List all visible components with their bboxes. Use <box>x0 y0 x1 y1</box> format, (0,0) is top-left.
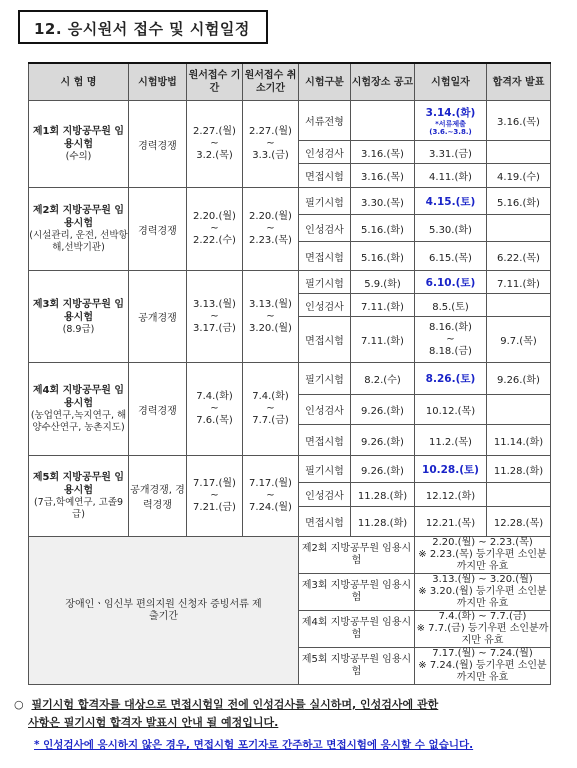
exam-type: 서류전형 <box>299 101 351 141</box>
result-date: 3.16.(목) <box>487 101 551 141</box>
apply-start: 7.4.(화) <box>196 391 233 402</box>
exam-date: 3.31.(금) <box>415 141 487 164</box>
header-type: 시험구분 <box>299 63 351 101</box>
accommodation-period <box>415 574 551 611</box>
header-result: 합격자 발표 <box>487 63 551 101</box>
method-cell: 공개경쟁, 경력경쟁 <box>129 456 187 537</box>
table-row <box>29 537 551 574</box>
cancel-period <box>243 101 299 188</box>
header-apply: 원서접수 기 간 <box>187 63 243 101</box>
exam-type: 면접시험 <box>299 507 351 537</box>
header-notice: 시험장소 공고 <box>351 63 415 101</box>
notice-date <box>351 101 415 141</box>
exam-date: 8.5.(토) <box>415 294 487 317</box>
exam-name: 제3회 지방공무원 임용시험 <box>32 298 125 323</box>
tilde: ~ <box>266 223 275 234</box>
notice-date: 11.28.(화) <box>351 483 415 507</box>
tilde: ~ <box>266 138 275 149</box>
notice-date: 5.9.(화) <box>351 271 415 294</box>
result-date <box>487 141 551 164</box>
header-method: 시험방법 <box>129 63 187 101</box>
exam-date: 10.12.(목) <box>415 395 487 425</box>
table-row <box>29 271 551 294</box>
exam-date: 11.2.(목) <box>415 425 487 456</box>
notes <box>14 696 559 754</box>
accommodation-period <box>415 611 551 648</box>
exam-type: 면접시험 <box>299 242 351 271</box>
result-date: 12.28.(목) <box>487 507 551 537</box>
apply-start: 2.20.(월) <box>193 211 236 222</box>
tilde: ~ <box>446 333 455 345</box>
apply-period <box>187 456 243 537</box>
tilde: ~ <box>210 403 219 414</box>
notice-date: 3.30.(목) <box>351 188 415 215</box>
note-line-2 <box>14 714 559 732</box>
apply-period <box>187 271 243 363</box>
accommodation-label: 장애인ㆍ임신부 편의지원 신청자 증빙서류 제출기간 <box>29 537 299 685</box>
method-cell: 경력경쟁 <box>129 188 187 271</box>
exam-type: 필기시험 <box>299 456 351 483</box>
notice-date: 5.16.(화) <box>351 242 415 271</box>
notice-date: 5.16.(화) <box>351 215 415 242</box>
apply-start: 7.17.(월) <box>193 478 236 489</box>
exam-type: 인성검사 <box>299 294 351 317</box>
notice-date: 7.11.(화) <box>351 317 415 363</box>
accommodation-period <box>415 648 551 685</box>
exam-type: 인성검사 <box>299 483 351 507</box>
accommodation-note: ※ 3.20.(월) 등기우편 소인분까지만 유효 <box>418 586 547 609</box>
cancel-end: 7.7.(금) <box>252 415 289 426</box>
accommodation-period <box>415 537 551 574</box>
note-line-1 <box>14 696 559 714</box>
header-cancel: 원서접수 취소기간 <box>243 63 299 101</box>
apply-start: 3.13.(월) <box>193 298 236 310</box>
table-row <box>29 363 551 395</box>
exam-sub: (8.9급) <box>62 323 95 335</box>
apply-period <box>187 363 243 456</box>
exam-name-cell <box>29 101 129 188</box>
result-date: 6.22.(목) <box>487 242 551 271</box>
exam-date: 12.21.(목) <box>415 507 487 537</box>
result-date: 5.16.(화) <box>487 188 551 215</box>
cancel-start: 7.4.(화) <box>252 391 289 402</box>
accommodation-note: ※ 2.23.(목) 등기우편 소인분까지만 유효 <box>418 549 547 572</box>
exam-sub: (수의) <box>65 151 92 162</box>
cancel-period <box>243 363 299 456</box>
cancel-start: 7.17.(월) <box>249 478 292 489</box>
exam-type: 인성검사 <box>299 215 351 242</box>
exam-date <box>415 317 487 363</box>
exam-type: 면접시험 <box>299 425 351 456</box>
exam-name: 제1회 지방공무원 임용시험 <box>32 126 125 150</box>
result-date <box>487 294 551 317</box>
cancel-period <box>243 456 299 537</box>
cancel-start: 2.20.(월) <box>249 211 292 222</box>
exam-date-end: 8.18.(금) <box>429 345 472 357</box>
apply-end: 2.22.(수) <box>193 235 236 246</box>
cancel-start: 2.27.(월) <box>249 126 292 137</box>
note-text-2: 사항은 필기시험 합격자 발표시 안내 될 예정입니다. <box>28 716 279 729</box>
apply-end: 7.21.(금) <box>193 502 236 513</box>
notice-date: 7.11.(화) <box>351 294 415 317</box>
exam-date-start: 8.16.(화) <box>429 321 472 333</box>
exam-date-note: *서류제출 (3.6.~3.8.) <box>429 120 472 136</box>
exam-type: 인성검사 <box>299 395 351 425</box>
cancel-end: 3.20.(월) <box>249 322 292 334</box>
result-date <box>487 395 551 425</box>
accommodation-exam: 제2회 지방공무원 임용시험 <box>299 537 415 574</box>
exam-name: 제2회 지방공무원 임용시험 <box>32 205 125 229</box>
tilde: ~ <box>266 490 275 501</box>
tilde: ~ <box>210 138 219 149</box>
accommodation-period-value: 7.4.(화) ~ 7.7.(금) <box>438 611 527 622</box>
apply-end: 3.2.(목) <box>196 150 233 161</box>
exam-sub: (농업연구,녹지연구, 해양수산연구, 농촌지도) <box>30 410 127 433</box>
apply-period <box>187 188 243 271</box>
cancel-end: 7.24.(월) <box>249 502 292 513</box>
exam-date: 4.11.(화) <box>415 164 487 188</box>
exam-name-cell <box>29 188 129 271</box>
result-date: 11.14.(화) <box>487 425 551 456</box>
exam-name-cell <box>29 363 129 456</box>
exam-type: 인성검사 <box>299 141 351 164</box>
accommodation-period-value: 7.17.(월) ~ 7.24.(월) <box>432 648 533 659</box>
tilde: ~ <box>266 310 275 322</box>
exam-date: 4.15.(토) <box>415 188 487 215</box>
exam-type: 면접시험 <box>299 317 351 363</box>
table-row <box>29 456 551 483</box>
apply-period <box>187 101 243 188</box>
note-text-3: * 인성검사에 응시하지 않은 경우, 면접시험 포기자로 간주하고 면접시험에 응시할 수 없습니다. <box>34 739 474 751</box>
exam-date: 6.10.(토) <box>415 271 487 294</box>
note-text-1: 필기시험 합격자를 대상으로 면접시험일 전에 인성검사를 실시하며, 인성검사에 관한 <box>31 698 439 711</box>
result-date <box>487 483 551 507</box>
exam-date-value: 3.14.(화) <box>425 107 476 119</box>
notice-date: 9.26.(화) <box>351 425 415 456</box>
method-cell: 공개경쟁 <box>129 271 187 363</box>
exam-type: 필기시험 <box>299 363 351 395</box>
exam-sub: (시설관리, 운전, 선박항해,선박기관) <box>29 230 128 253</box>
section-title-box <box>18 10 268 44</box>
cancel-end: 2.23.(목) <box>249 235 292 246</box>
tilde: ~ <box>210 310 219 322</box>
result-date <box>487 215 551 242</box>
exam-type: 필기시험 <box>299 188 351 215</box>
accommodation-note: ※ 7.24.(월) 등기우편 소인분까지만 유효 <box>418 660 547 683</box>
method-cell: 경력경쟁 <box>129 363 187 456</box>
accommodation-note: ※ 7.7.(금) 등기우편 소인분까지만 유효 <box>416 623 549 646</box>
apply-end: 3.17.(금) <box>193 322 236 334</box>
section-title: 12. 응시원서 접수 및 시험일정 <box>34 20 250 38</box>
cancel-period <box>243 188 299 271</box>
bullet-circle: ○ <box>14 698 24 711</box>
cancel-start: 3.13.(월) <box>249 298 292 310</box>
header-exam-name: 시 험 명 <box>29 63 129 101</box>
header-date: 시험일자 <box>415 63 487 101</box>
tilde: ~ <box>210 490 219 501</box>
accommodation-period-value: 3.13.(월) ~ 3.20.(월) <box>432 574 533 585</box>
result-date: 9.7.(목) <box>487 317 551 363</box>
exam-type: 필기시험 <box>299 271 351 294</box>
exam-date: 10.28.(토) <box>415 456 487 483</box>
result-date: 11.28.(화) <box>487 456 551 483</box>
notice-date: 3.16.(목) <box>351 164 415 188</box>
note-line-3 <box>14 736 559 754</box>
tilde: ~ <box>210 223 219 234</box>
exam-date <box>415 101 487 141</box>
exam-name: 제4회 지방공무원 임용시험 <box>32 385 125 409</box>
notice-date: 11.28.(화) <box>351 507 415 537</box>
exam-date: 8.26.(토) <box>415 363 487 395</box>
accommodation-exam: 제4회 지방공무원 임용시험 <box>299 611 415 648</box>
table-row <box>29 101 551 141</box>
apply-end: 7.6.(목) <box>196 415 233 426</box>
exam-date: 12.12.(화) <box>415 483 487 507</box>
apply-start: 2.27.(월) <box>193 126 236 137</box>
notice-date: 9.26.(화) <box>351 395 415 425</box>
notice-date: 9.26.(화) <box>351 456 415 483</box>
cancel-period <box>243 271 299 363</box>
notice-date: 8.2.(수) <box>351 363 415 395</box>
exam-sub: (7급,학예연구, 고졸9급) <box>33 497 124 520</box>
result-date: 9.26.(화) <box>487 363 551 395</box>
notice-date: 3.16.(목) <box>351 141 415 164</box>
result-date: 4.19.(수) <box>487 164 551 188</box>
method-cell: 경력경쟁 <box>129 101 187 188</box>
exam-name-cell <box>29 456 129 537</box>
accommodation-period-value: 2.20.(월) ~ 2.23.(목) <box>432 537 533 548</box>
exam-date: 6.15.(목) <box>415 242 487 271</box>
table-row <box>29 188 551 215</box>
exam-name-cell <box>29 271 129 363</box>
exam-type: 면접시험 <box>299 164 351 188</box>
accommodation-exam: 제5회 지방공무원 임용시험 <box>299 648 415 685</box>
schedule-table <box>28 62 551 685</box>
result-date: 7.11.(화) <box>487 271 551 294</box>
tilde: ~ <box>266 403 275 414</box>
exam-name: 제5회 지방공무원 임용시험 <box>32 472 125 496</box>
accommodation-exam: 제3회 지방공무원 임용시험 <box>299 574 415 611</box>
cancel-end: 3.3.(금) <box>252 150 289 161</box>
exam-date: 5.30.(화) <box>415 215 487 242</box>
